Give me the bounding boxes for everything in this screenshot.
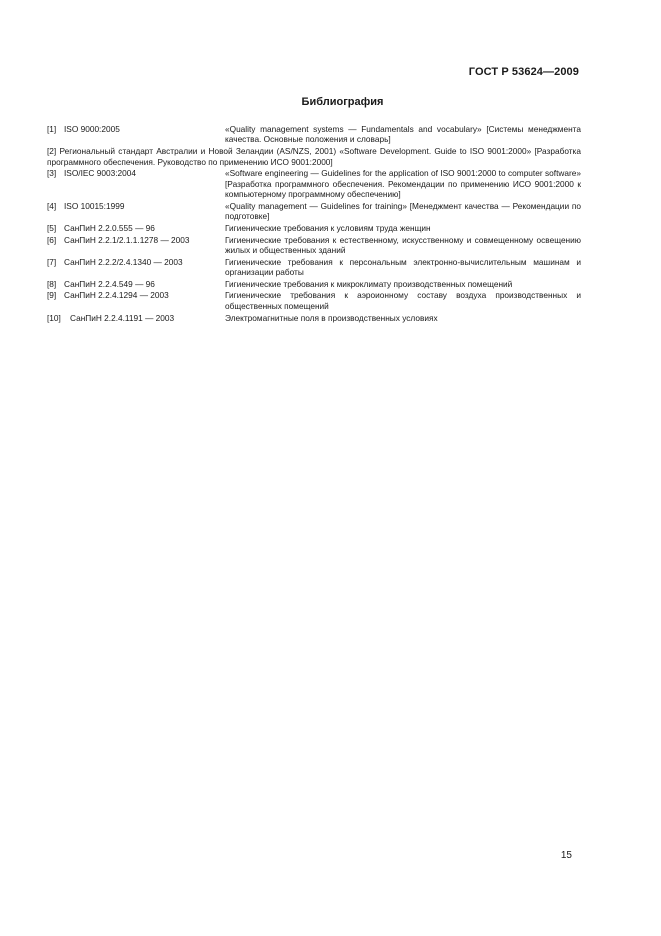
entry-number: [7] bbox=[47, 256, 57, 267]
bibliography-entry-10 bbox=[47, 313, 581, 323]
entry-reference: СанПиН 2.2.0.555 — 96 bbox=[64, 222, 155, 233]
entry-reference: СанПиН 2.2.4.549 — 96 bbox=[64, 278, 155, 289]
entry-number: [3] bbox=[47, 168, 57, 179]
entry-description: «Quality management — Guidelines for training» [Менеджмент качества — Рекомендации по подготовке] bbox=[225, 200, 581, 222]
entry-number: [9] bbox=[47, 290, 57, 301]
entry-number: [10] bbox=[47, 312, 61, 323]
entry-number: [6] bbox=[47, 234, 57, 245]
page-title: Библиография bbox=[301, 96, 384, 108]
entry-number: [5] bbox=[47, 222, 57, 233]
bibliography-entry-6 bbox=[47, 235, 581, 256]
entry-reference: ISO 9000:2005 bbox=[64, 124, 120, 134]
bibliography-entry-9 bbox=[47, 290, 581, 311]
page-number: 15 bbox=[560, 850, 572, 861]
entry-text bbox=[47, 146, 581, 167]
bibliography-entry-7 bbox=[47, 257, 581, 278]
entry-description: «Quality management systems — Fundamentals and vocabulary» [Системы менеджмента качества. Основные положения и словарь] bbox=[225, 124, 581, 145]
entry-reference: СанПиН 2.2.4.1191 — 2003 bbox=[70, 312, 175, 323]
bibliography-entry-5 bbox=[47, 223, 581, 233]
entry-reference: СанПиН 2.2.1/2.1.1.1278 — 2003 bbox=[64, 234, 190, 245]
entry-description: Гигиенические требования к микроклимату производственных помещений bbox=[225, 278, 513, 289]
entry-number: [2] bbox=[47, 146, 57, 157]
bibliography-entry-4 bbox=[47, 201, 581, 222]
bibliography-entry-1 bbox=[47, 124, 581, 145]
entry-reference: ISO 10015:1999 bbox=[64, 200, 125, 211]
bibliography-entry-8 bbox=[47, 279, 581, 289]
bibliography-entry-3 bbox=[47, 168, 581, 199]
entry-description: «Software engineering — Guidelines for the application of ISO 9001:2000 to computer software» [Разработка программного обеспечения. Рекомендации по применению ИСО 9001:2000 к компьютерному программному обеспечению] bbox=[225, 168, 581, 200]
entry-description: Гигиенические требования к аэроионному составу воздуха производственных и общественных помещений bbox=[225, 290, 581, 311]
bibliography-list bbox=[47, 124, 581, 324]
entry-full-text: Региональный стандарт Австралии и Новой Зеландии (AS/NZS, 2001) «Software Development. Guide to ISO 9001:2000» [Разработка программного обеспечения. Руководство по применению ИСО 9001:2000] bbox=[47, 146, 581, 167]
bibliography-entry-2 bbox=[47, 146, 581, 167]
document-standard-id: ГОСТ Р 53624—2009 bbox=[468, 66, 579, 78]
entry-reference: ISO/IEC 9003:2004 bbox=[64, 168, 136, 179]
entry-description: Гигиенические требования к условиям труда женщин bbox=[225, 222, 431, 233]
entry-description: Гигиенические требования к естественному, искусственному и совмещенному освещению жилых и общественных зданий bbox=[225, 234, 581, 255]
entry-reference: СанПиН 2.2.2/2.4.1340 — 2003 bbox=[64, 256, 183, 267]
entry-description: Гигиенические требования к персональным электронно-вычислительным машинам и организации работы bbox=[225, 256, 581, 278]
entry-reference: СанПиН 2.2.4.1294 — 2003 bbox=[64, 290, 169, 301]
entry-description: Электромагнитные поля в производственных условиях bbox=[225, 312, 438, 323]
entry-number: [4] bbox=[47, 200, 57, 211]
entry-number: [8] bbox=[47, 278, 57, 289]
entry-number: [1] bbox=[47, 124, 57, 134]
